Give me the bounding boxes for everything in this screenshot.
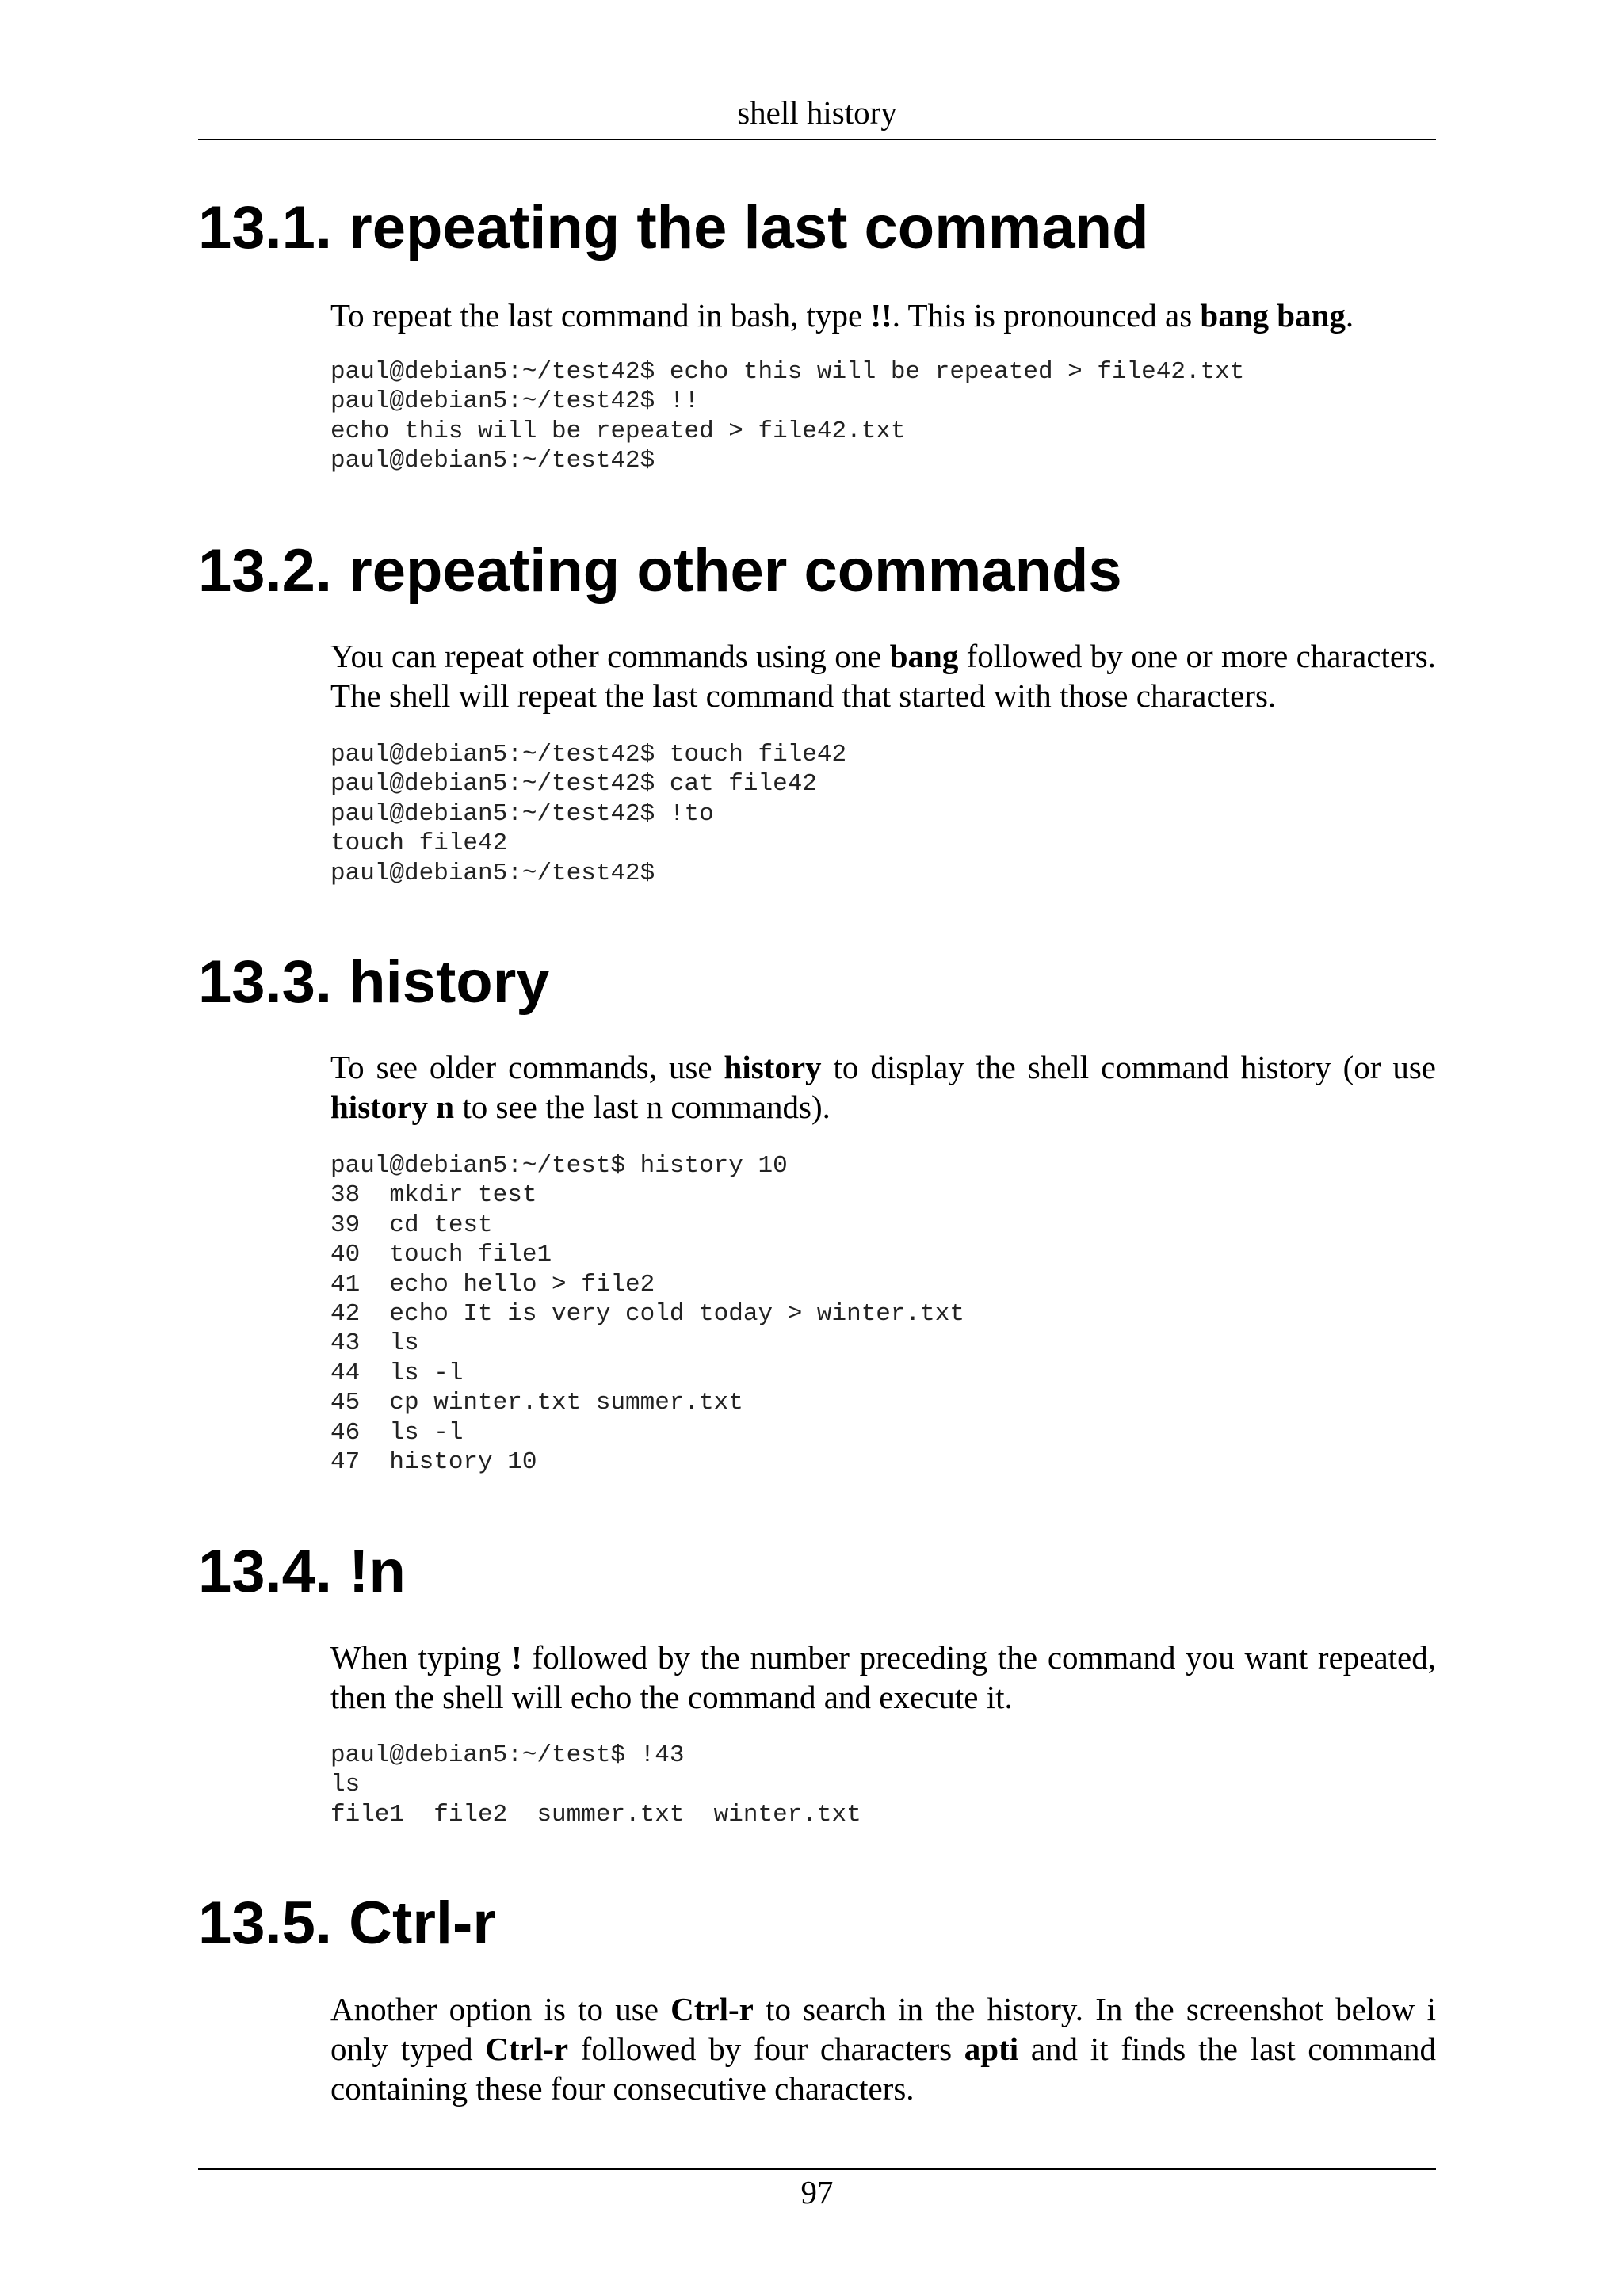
text-run: to see the last n commands). (454, 1089, 831, 1125)
section-paragraph (330, 1989, 1436, 2108)
code-block (330, 357, 1244, 476)
code-line: 40 touch file1 (330, 1241, 552, 1269)
text-run: followed by one or more characters. The shell will repeat the last command that started with those characters. (330, 638, 1436, 714)
code-line: paul@debian5:~/test42$ !to (330, 799, 714, 828)
text-run: followed by the number preceding the command you want repeated, then the shell will echo the command and execute it. (330, 1639, 1436, 1715)
bold-term: history (724, 1049, 822, 1085)
section-heading: 13.3. history (198, 948, 550, 1016)
code-line: file1 file2 summer.txt winter.txt (330, 1800, 861, 1829)
code-line: 38 mkdir test (330, 1181, 537, 1210)
code-line: ls (330, 1771, 361, 1799)
section-paragraph (330, 1047, 1436, 1127)
text-run: To see older commands, use (330, 1049, 724, 1085)
section-paragraph (330, 1638, 1436, 1717)
bold-term: bang (889, 638, 959, 674)
code-block (330, 1741, 861, 1829)
code-line: paul@debian5:~/test42$ touch file42 (330, 741, 847, 769)
code-line: 44 ls -l (330, 1359, 464, 1387)
code-line: 39 cd test (330, 1211, 493, 1239)
code-line: 46 ls -l (330, 1418, 464, 1447)
code-line: paul@debian5:~/test42$ (330, 447, 655, 475)
section-paragraph (330, 636, 1436, 715)
code-line: paul@debian5:~/test42$ cat file42 (330, 770, 817, 799)
code-line: 42 echo It is very cold today > winter.txt (330, 1299, 964, 1328)
bold-term: ! (511, 1639, 522, 1676)
code-line: 41 echo hello > file2 (330, 1270, 655, 1299)
bold-term: Ctrl-r (485, 2031, 569, 2067)
code-line: paul@debian5:~/test42$ !! (330, 387, 700, 416)
section-heading: 13.1. repeating the last command (198, 194, 1149, 261)
code-line: 45 cp winter.txt summer.txt (330, 1389, 743, 1417)
text-run: followed by four characters (568, 2031, 964, 2067)
code-line: paul@debian5:~/test42$ (330, 859, 655, 887)
code-block (330, 1151, 964, 1477)
footer-rule (198, 2168, 1436, 2170)
bold-term: history n (330, 1089, 455, 1125)
code-line: paul@debian5:~/test$ !43 (330, 1741, 685, 1769)
text-run: You can repeat other commands using one (330, 638, 890, 674)
code-line: 47 history 10 (330, 1447, 537, 1476)
bold-term: apti (964, 2031, 1019, 2067)
text-run: To repeat the last command in bash, type (330, 297, 871, 334)
page-number: 97 (800, 2174, 834, 2210)
text-run: . (1345, 297, 1354, 334)
text-run: Another option is to use (330, 1991, 671, 2027)
bold-term: bang bang (1200, 297, 1346, 334)
code-line: echo this will be repeated > file42.txt (330, 417, 906, 445)
section-heading: 13.4. !n (198, 1538, 406, 1605)
code-line: paul@debian5:~/test42$ echo this will be repeated > file42.txt (330, 358, 1245, 386)
section-heading: 13.5. Ctrl-r (198, 1890, 496, 1957)
code-line: 43 ls (330, 1329, 419, 1358)
code-line: paul@debian5:~/test$ history 10 (330, 1152, 788, 1180)
bold-term: Ctrl-r (670, 1991, 754, 2027)
section-heading: 13.2. repeating other commands (198, 537, 1122, 605)
text-run: . This is pronounced as (892, 297, 1201, 334)
text-run: When typing (330, 1639, 512, 1676)
code-line: touch file42 (330, 830, 508, 858)
running-header: shell history (737, 94, 897, 131)
text-run: to display the shell command history (or use (821, 1049, 1436, 1085)
header-rule (198, 139, 1436, 140)
bold-term: !! (870, 297, 892, 334)
code-block (330, 740, 846, 888)
text-run: and it finds the last command containing these four consecutive characters. (330, 2031, 1436, 2107)
section-paragraph (330, 296, 1436, 335)
text-run: to search in the history. In the screenshot below i only typed (330, 1991, 1436, 2067)
